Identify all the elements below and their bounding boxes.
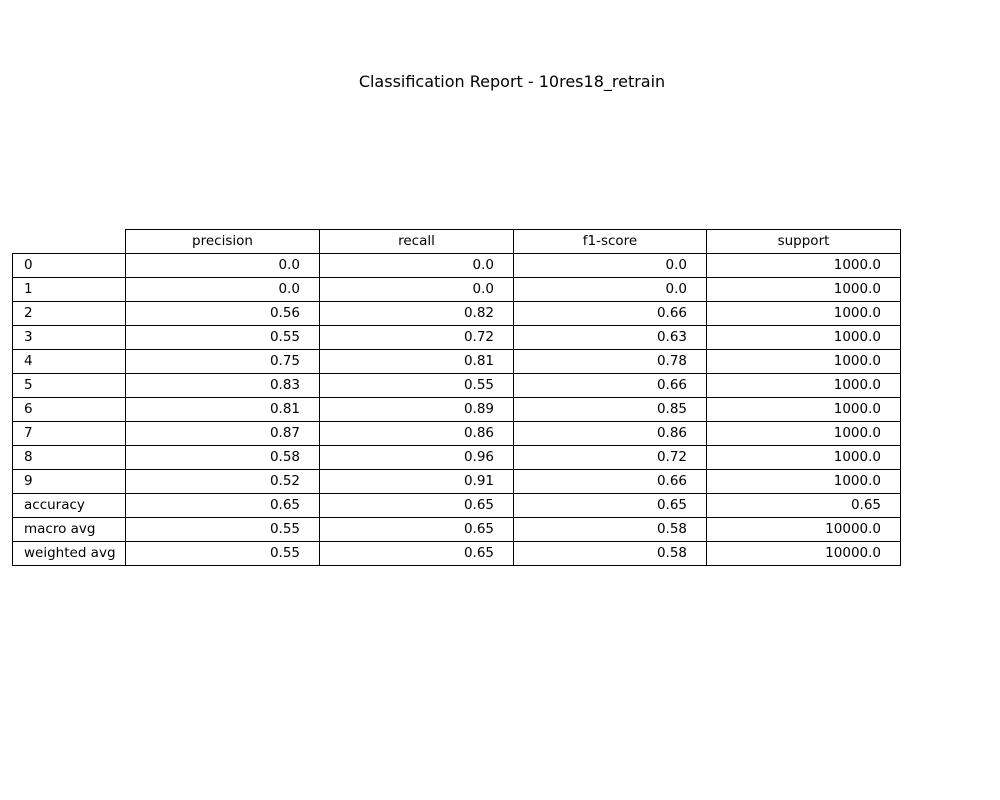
cell-f1-score: 0.66 [514,374,707,398]
cell-support: 1000.0 [707,350,901,374]
cell-precision: 0.55 [126,326,320,350]
cell-recall: 0.82 [320,302,514,326]
column-header-recall: recall [320,230,514,254]
row-label: accuracy [13,494,126,518]
table-row [13,494,901,518]
row-label: 0 [13,254,126,278]
cell-f1-score: 0.66 [514,470,707,494]
table-row [13,350,901,374]
table-body [13,254,901,566]
table-row [13,326,901,350]
cell-precision: 0.65 [126,494,320,518]
table-row [13,542,901,566]
table-row [13,446,901,470]
cell-recall: 0.81 [320,350,514,374]
cell-support: 10000.0 [707,542,901,566]
table-row [13,518,901,542]
cell-recall: 0.65 [320,542,514,566]
row-label: 1 [13,278,126,302]
cell-precision: 0.52 [126,470,320,494]
cell-f1-score: 0.85 [514,398,707,422]
table-row [13,254,901,278]
cell-recall: 0.65 [320,494,514,518]
table-row [13,422,901,446]
cell-support: 0.65 [707,494,901,518]
column-header-precision: precision [126,230,320,254]
cell-precision: 0.0 [126,278,320,302]
cell-precision: 0.83 [126,374,320,398]
cell-recall: 0.65 [320,518,514,542]
cell-precision: 0.55 [126,542,320,566]
table-row [13,470,901,494]
row-label: 8 [13,446,126,470]
cell-precision: 0.0 [126,254,320,278]
cell-recall: 0.91 [320,470,514,494]
table-row [13,278,901,302]
cell-f1-score: 0.58 [514,518,707,542]
cell-support: 1000.0 [707,254,901,278]
cell-recall: 0.0 [320,278,514,302]
cell-precision: 0.58 [126,446,320,470]
cell-support: 1000.0 [707,446,901,470]
row-label: 6 [13,398,126,422]
cell-recall: 0.89 [320,398,514,422]
cell-support: 1000.0 [707,470,901,494]
cell-f1-score: 0.65 [514,494,707,518]
table-row [13,374,901,398]
cell-support: 1000.0 [707,278,901,302]
header-row [13,230,901,254]
row-label: 4 [13,350,126,374]
row-label: 7 [13,422,126,446]
corner-cell [13,230,126,254]
cell-recall: 0.0 [320,254,514,278]
cell-recall: 0.55 [320,374,514,398]
cell-support: 1000.0 [707,326,901,350]
cell-f1-score: 0.0 [514,254,707,278]
row-label: 5 [13,374,126,398]
cell-precision: 0.87 [126,422,320,446]
table-row [13,398,901,422]
column-header-support: support [707,230,901,254]
cell-f1-score: 0.86 [514,422,707,446]
classification-report-table [12,229,901,566]
row-label: 3 [13,326,126,350]
table-row [13,302,901,326]
cell-f1-score: 0.66 [514,302,707,326]
row-label: 9 [13,470,126,494]
chart-title: Classification Report - 10res18_retrain [358,72,666,91]
cell-precision: 0.56 [126,302,320,326]
cell-f1-score: 0.58 [514,542,707,566]
cell-recall: 0.72 [320,326,514,350]
cell-support: 1000.0 [707,374,901,398]
row-label: 2 [13,302,126,326]
cell-support: 1000.0 [707,302,901,326]
cell-precision: 0.55 [126,518,320,542]
column-header-f1-score: f1-score [514,230,707,254]
cell-recall: 0.86 [320,422,514,446]
cell-support: 1000.0 [707,398,901,422]
cell-f1-score: 0.63 [514,326,707,350]
cell-f1-score: 0.72 [514,446,707,470]
cell-recall: 0.96 [320,446,514,470]
cell-f1-score: 0.0 [514,278,707,302]
cell-f1-score: 0.78 [514,350,707,374]
row-label: weighted avg [13,542,126,566]
cell-precision: 0.81 [126,398,320,422]
cell-support: 1000.0 [707,422,901,446]
cell-support: 10000.0 [707,518,901,542]
row-label: macro avg [13,518,126,542]
cell-precision: 0.75 [126,350,320,374]
